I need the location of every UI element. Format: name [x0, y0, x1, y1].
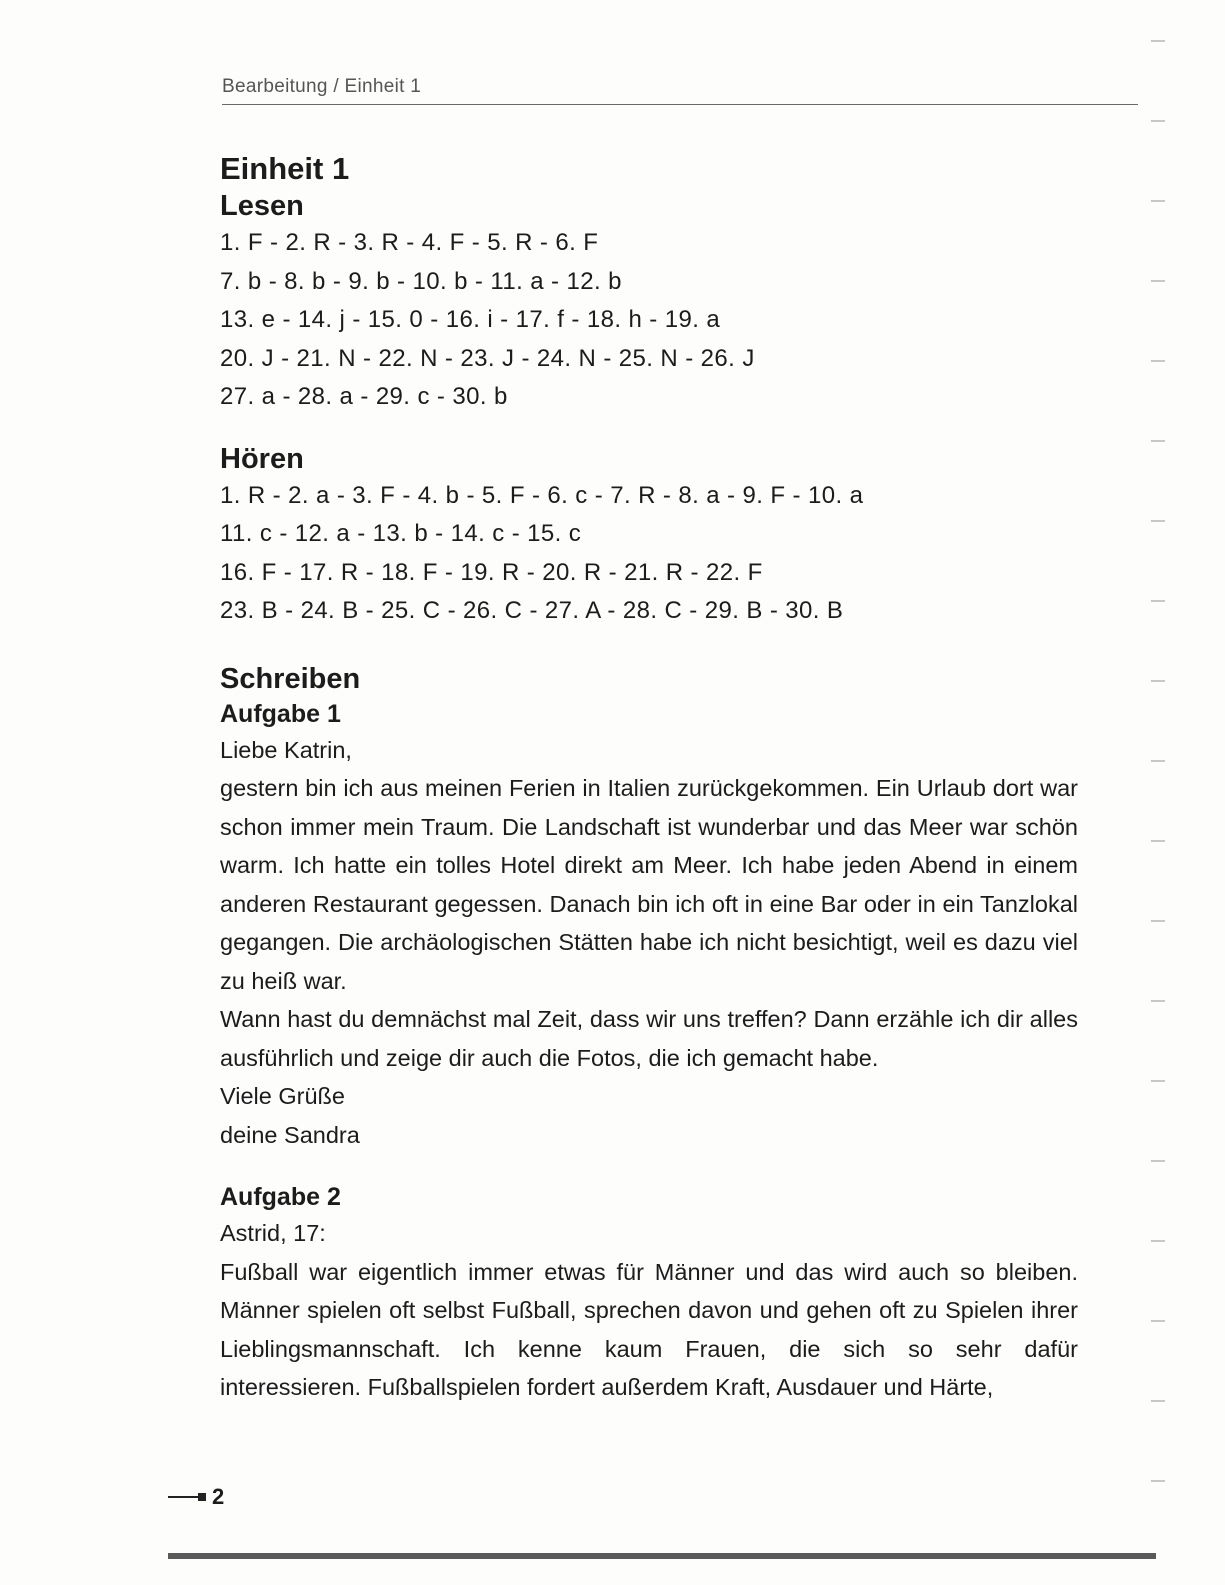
bottom-scan-bar	[168, 1553, 1156, 1559]
section-lesen	[220, 188, 1078, 417]
answer-line: 23. B - 24. B - 25. C - 26. C - 27. A - 28. C - 29. B - 30. B	[220, 597, 844, 624]
answer-line: 1. R - 2. a - 3. F - 4. b - 5. F - 6. c - 7. R - 8. a - 9. F - 10. a	[220, 481, 864, 509]
speaker-label: Astrid, 17:	[220, 1220, 326, 1246]
section-title-lesen: Lesen	[220, 190, 304, 222]
page-content	[220, 150, 1078, 1407]
letter-paragraph: Wann hast du demnächst mal Zeit, dass wir uns treffen? Dann erzähle ich dir alles ausführlich und zeige dir auch die Fotos, die ich gemacht habe.	[220, 1006, 1078, 1071]
letter-closing: Viele Grüße	[220, 1083, 345, 1109]
page-footer	[168, 1484, 224, 1510]
answer-line: 16. F - 17. R - 18. F - 19. R - 20. R - 21. R - 22. F	[220, 558, 763, 586]
unit-title: Einheit 1	[220, 151, 350, 186]
answer-line: 13. e - 14. j - 15. 0 - 16. i - 17. f - 18. h - 19. a	[220, 306, 721, 333]
header-rule	[222, 104, 1138, 105]
letter-signature: deine Sandra	[220, 1121, 360, 1148]
binding-edge-marks	[1145, 30, 1175, 1510]
section-title-schreiben: Schreiben	[220, 662, 361, 695]
answer-line: 7. b - 8. b - 9. b - 10. b - 11. a - 12. b	[220, 267, 622, 295]
answer-line: 11. c - 12. a - 13. b - 14. c - 15. c	[220, 520, 582, 547]
section-hoeren	[220, 441, 1078, 631]
answer-line: 1. F - 2. R - 3. R - 4. F - 5. R - 6. F	[220, 229, 599, 256]
letter-paragraph: gestern bin ich aus meinen Ferien in Italien zurückgekommen. Ein Urlaub dort war schon immer mein Traum. Die Landschaft ist wunderbar und das Meer war schön warm. Ich hatte ein tolles Hotel direkt am Meer. Ich habe jeden Abend in einem anderen Restaurant gegessen. Danach bin ich oft in eine Bar oder in ein Tanzlokal gegangen. Die archäologischen Stätten habe ich nicht besichtigt, weil es dazu viel zu heiß war.	[220, 775, 1078, 994]
running-header: Bearbeitung / Einheit 1	[222, 76, 422, 97]
aufgabe-1-title: Aufgabe 1	[220, 699, 341, 728]
aufgabe-2-title: Aufgabe 2	[220, 1183, 341, 1211]
footer-dash	[168, 1496, 198, 1498]
answer-line: 20. J - 21. N - 22. N - 23. J - 24. N - 25. N - 26. J	[220, 344, 755, 372]
footer-square-marker	[198, 1493, 206, 1501]
letter-greeting: Liebe Katrin,	[220, 736, 352, 763]
page-number: 2	[212, 1484, 225, 1509]
answer-line: 27. a - 28. a - 29. c - 30. b	[220, 383, 508, 410]
section-schreiben	[220, 661, 1078, 1407]
section-title-hoeren: Hören	[220, 442, 304, 475]
opinion-paragraph: Fußball war eigentlich immer etwas für Männer und das wird auch so bleiben. Männer spielen oft selbst Fußball, sprechen davon und gehen oft zu Spielen ihrer Lieblingsmannschaft. Ich kenne kaum Frauen, die sich so sehr dafür interessieren. Fußballspielen fordert außerdem Kraft, Ausdauer und Härte,	[220, 1258, 1078, 1400]
